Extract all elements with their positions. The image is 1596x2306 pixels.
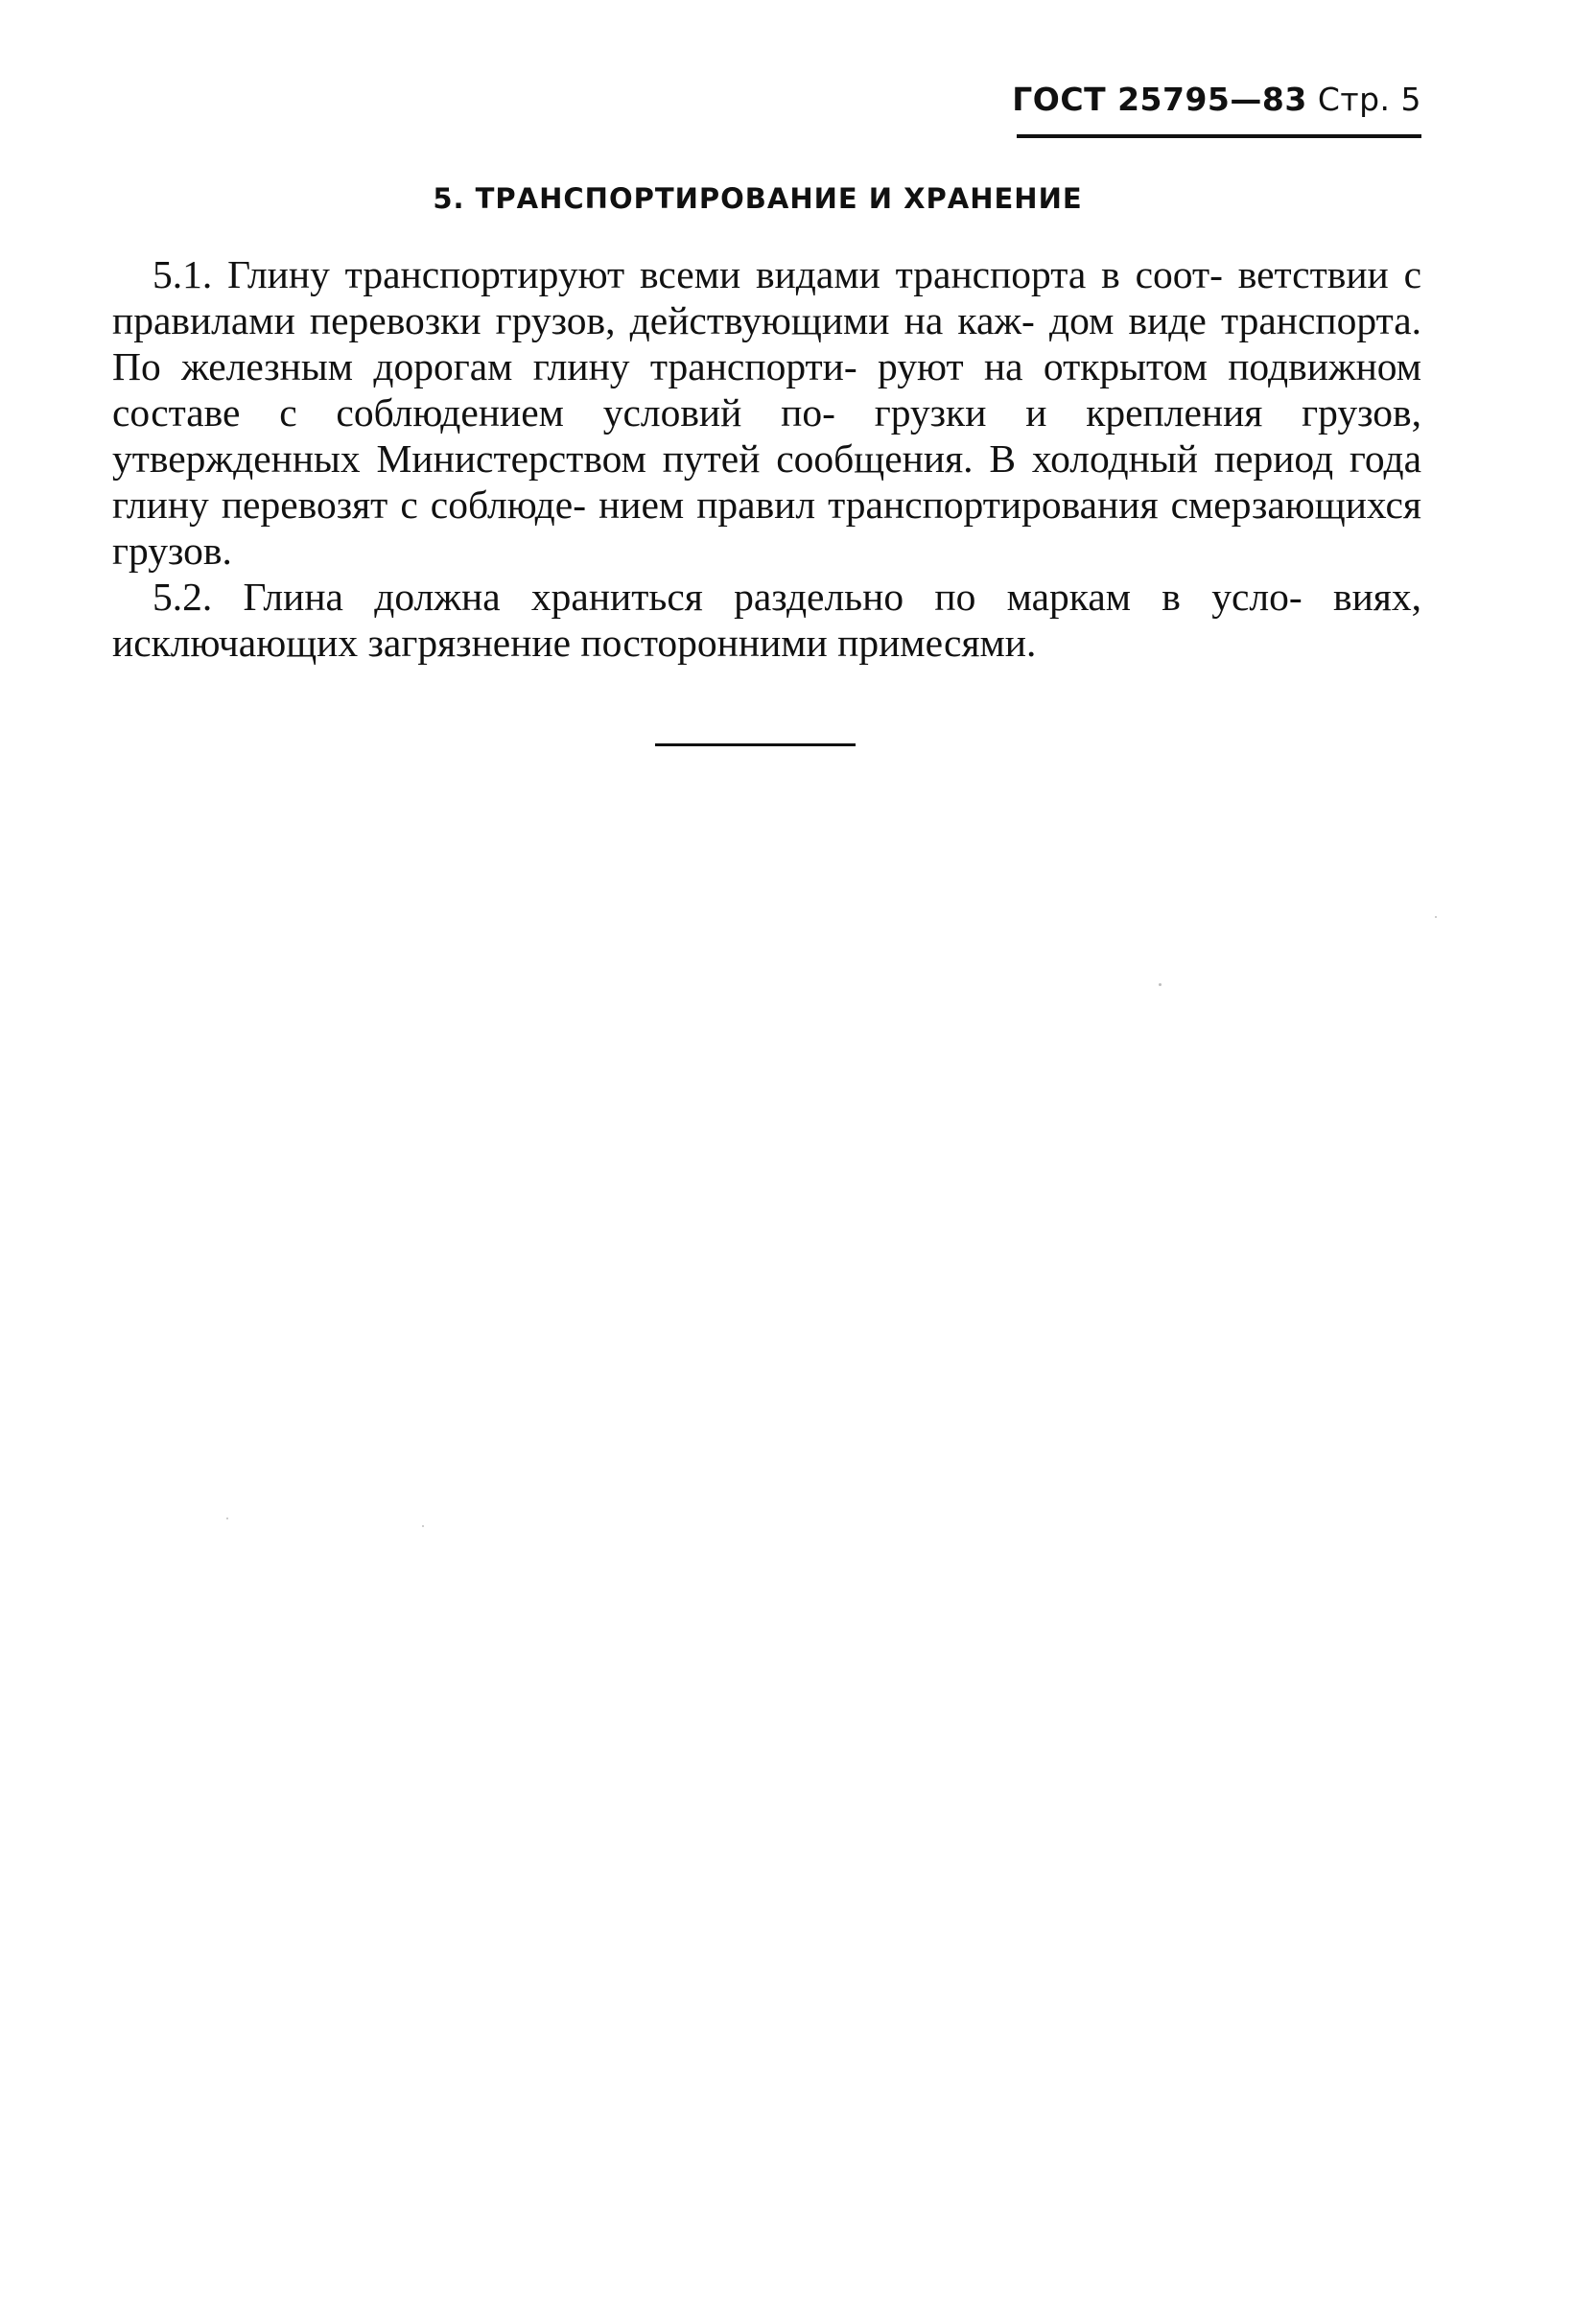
paragraph-5-2	[112, 574, 1421, 666]
text-line: дом виде транспорта. По железным дорогам глину транспорти-	[112, 298, 1421, 388]
scan-speck	[422, 1525, 424, 1527]
page-number: Стр. 5	[1317, 81, 1421, 118]
standard-number: ГОСТ 25795—83	[1012, 81, 1307, 118]
text-line: нием правил транспортирования смерзающихся грузов.	[112, 482, 1421, 573]
scan-speck	[226, 1518, 228, 1519]
scan-speck	[1435, 916, 1437, 918]
section-title: 5. ТРАНСПОРТИРОВАНИЕ И ХРАНЕНИЕ	[433, 182, 1083, 215]
body-text	[112, 251, 1421, 666]
text-line: 5.1. Глину транспортируют всеми видами транспорта в соот-	[153, 252, 1223, 296]
text-line: ветствии с правилами перевозки грузов, действующими на каж-	[112, 252, 1422, 342]
text-line: руют на открытом подвижном составе с соблюдением условий по-	[112, 344, 1422, 435]
text-line: грузки и крепления грузов, утвержденных Министерством путей	[112, 390, 1421, 481]
paragraph-5-1	[112, 251, 1421, 574]
text-line: сообщения. В холодный период года глину перевозят с соблюде-	[112, 436, 1421, 527]
end-of-text-divider	[655, 743, 856, 746]
scan-speck	[1159, 983, 1162, 986]
text-line: виях, исключающих загрязнение посторонними примесями.	[112, 575, 1422, 665]
text-line: 5.2. Глина должна храниться раздельно по маркам в усло-	[153, 575, 1303, 619]
page-header	[1012, 81, 1421, 138]
page-header-text	[1012, 81, 1421, 118]
